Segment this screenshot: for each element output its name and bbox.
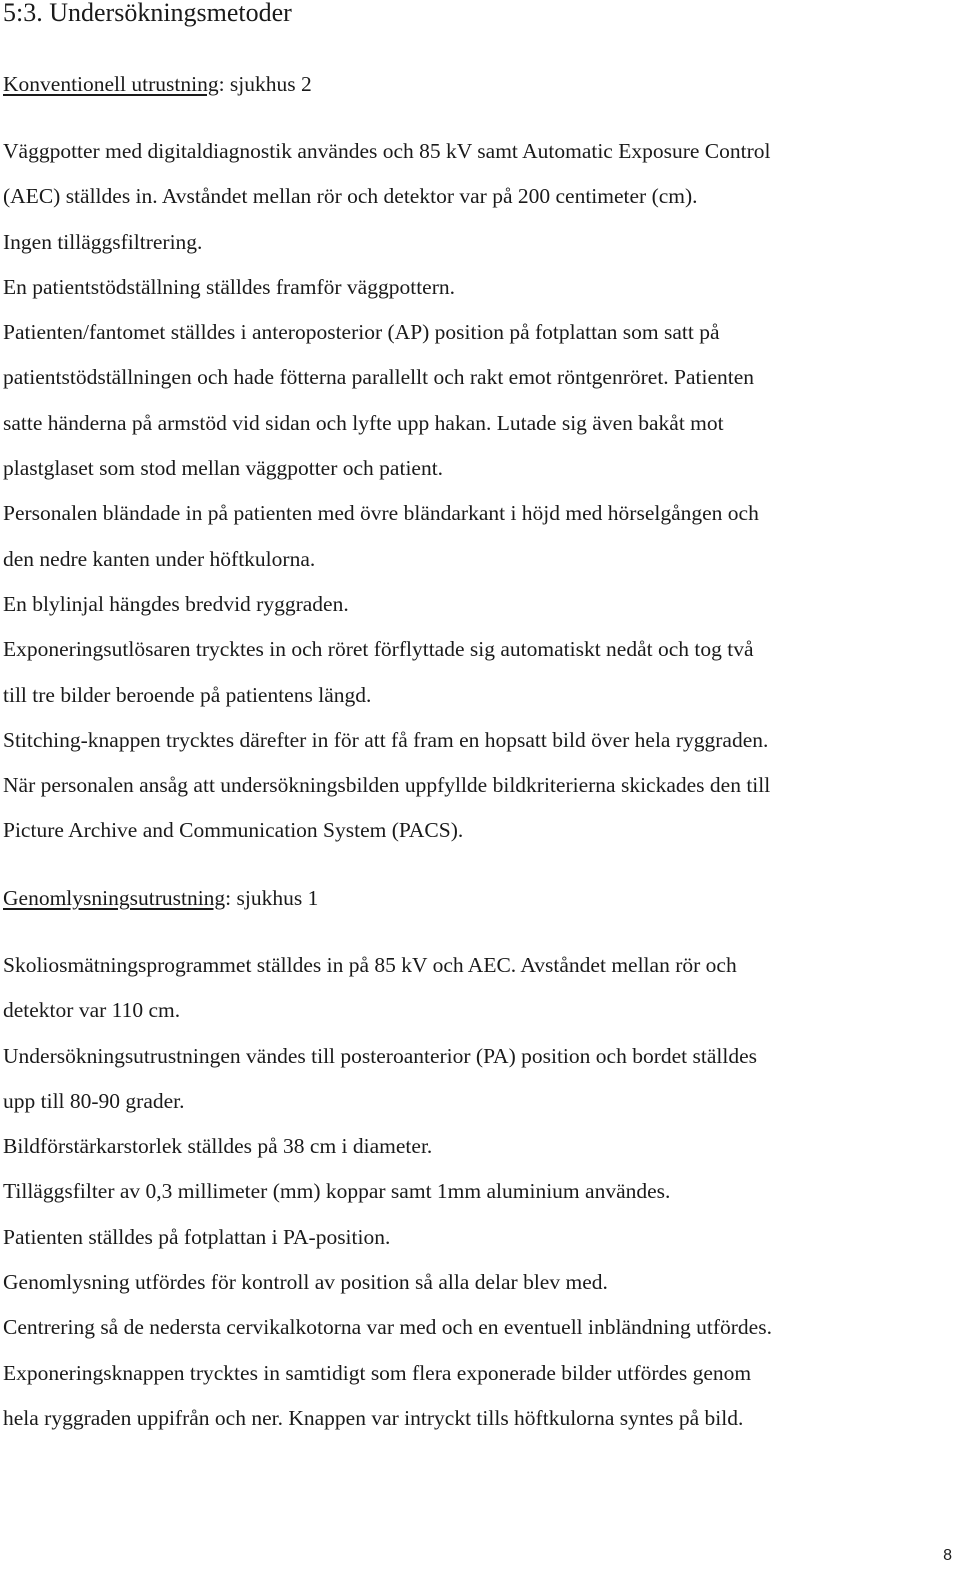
paragraph-line: Bildförstärkarstorlek ställdes på 38 cm i diameter. [3, 1134, 433, 1159]
paragraph-line: patientstödställningen och hade fötterna parallellt och rakt emot röntgenröret. Patienten [3, 365, 755, 390]
paragraph-line: (AEC) ställdes in. Avståndet mellan rör och detektor var på 200 centimeter (cm). [3, 184, 698, 209]
paragraph-line: Väggpotter med digitaldiagnostik användes och 85 kV samt Automatic Exposure Control [3, 139, 771, 163]
paragraph-line: Patienten ställdes på fotplattan i PA-position. [3, 1224, 391, 1249]
paragraph-line: Undersökningsutrustningen vändes till posteroanterior (PA) position och bordet ställdes [3, 1043, 757, 1068]
paragraph-line: detektor var 110 cm. [3, 998, 181, 1023]
paragraph-line: Skoliosmätningsprogrammet ställdes in på 85 kV och AEC. Avståndet mellan rör och [3, 953, 737, 977]
paragraph-line: till tre bilder beroende på patientens längd. [3, 682, 372, 707]
conventional-equipment-text [3, 129, 953, 854]
paragraph-line: Centrering så de nedersta cervikalkotorna var med och en eventuell inbländning utfördes. [3, 1315, 772, 1340]
paragraph-line: Personalen bländade in på patienten med övre bländarkant i höjd med hörselgången och [3, 501, 759, 526]
subsection-title-conventional [3, 69, 312, 99]
paragraph-line: satte händerna på armstöd vid sidan och lyfte upp hakan. Lutade sig även bakåt mot [3, 410, 724, 435]
paragraph-line: Exponeringsutlösaren trycktes in och röret förflyttade sig automatiskt nedåt och tog två [3, 637, 754, 662]
paragraph-line: Exponeringsknappen trycktes in samtidigt som flera exponerade bilder utfördes genom [3, 1360, 752, 1385]
paragraph-line: Picture Archive and Communication System (PACS). [3, 818, 464, 843]
subsection-title-underlined: Konventionell utrustning [3, 72, 219, 96]
subsection-title-rest: : sjukhus 2 [218, 72, 312, 96]
paragraph-line: Ingen tilläggsfiltrering. [3, 229, 203, 254]
paragraph-line: Genomlysning utfördes för kontroll av position så alla delar blev med. [3, 1270, 608, 1295]
paragraph-line: upp till 80-90 grader. [3, 1088, 185, 1113]
subsection-title-fluoroscopy [3, 883, 318, 913]
paragraph-line: En patientstödställning ställdes framför väggpottern. [3, 274, 455, 299]
paragraph-line: Patienten/fantomet ställdes i anteroposterior (AP) position på fotplattan som satt på [3, 320, 720, 345]
subsection-title-rest: : sjukhus 1 [225, 886, 319, 910]
section-heading: 5:3. Undersökningsmetoder [3, 0, 292, 27]
page-number: 8 [943, 1547, 952, 1564]
paragraph-line: Tilläggsfilter av 0,3 millimeter (mm) koppar samt 1mm aluminium användes. [3, 1179, 671, 1204]
fluoroscopy-equipment-text [3, 943, 953, 1441]
paragraph-line: När personalen ansåg att undersökningsbilden uppfyllde bildkriterierna skickades den till [3, 773, 771, 798]
paragraph-line: plastglaset som stod mellan väggpotter och patient. [3, 456, 444, 481]
paragraph-line: En blylinjal hängdes bredvid ryggraden. [3, 591, 349, 616]
subsection-title-underlined: Genomlysningsutrustning [3, 886, 226, 910]
paragraph-line: Stitching-knappen trycktes därefter in för att få fram en hopsatt bild över hela ryggraden. [3, 727, 769, 752]
paragraph-line: hela ryggraden uppifrån och ner. Knappen var intryckt tills höftkulorna syntes på bild. [3, 1405, 744, 1430]
paragraph-line: den nedre kanten under höftkulorna. [3, 546, 316, 571]
